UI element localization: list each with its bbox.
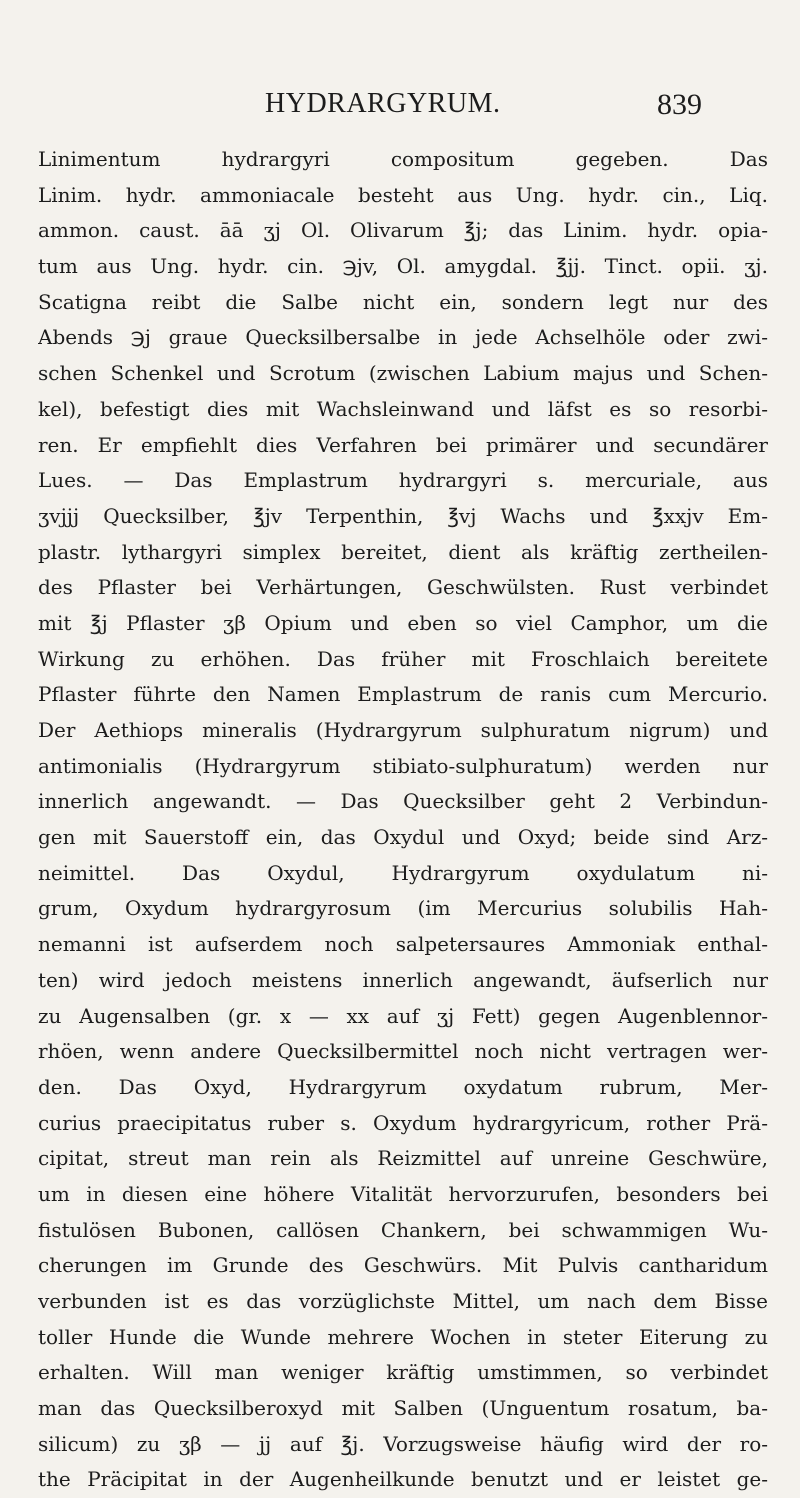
text-line: ammon. caust. āā ʒj Ol. Olivarum ℥j; das Linim. hydr. opia-	[38, 218, 768, 243]
text-line: toller Hunde die Wunde mehrere Wochen in steter Eiterung zu	[38, 1324, 768, 1349]
text-line: grum, Oxydum hydrargyrosum (im Mercurius solubilis Hah-	[38, 896, 768, 921]
text-line: the Präcipitat in der Augenheilkunde benutzt und er leistet ge-	[38, 1467, 768, 1492]
text-line: tum aus Ung. hydr. cin. ℈jv, Ol. amygdal. ℥jj. Tinct. opii. ʒj.	[38, 254, 768, 279]
text-line: erhalten. Will man weniger kräftig umstimmen, so verbindet	[38, 1360, 768, 1385]
text-line: um in diesen eine höhere Vitalität hervorzurufen, besonders bei	[38, 1181, 768, 1206]
text-line: antimonialis (Hydrargyrum stibiato-sulphuratum) werden nur	[38, 753, 768, 778]
text-line: man das Quecksilberoxyd mit Salben (Unguentum rosatum, ba-	[38, 1396, 768, 1421]
text-line: mit ℥j Pflaster ʒβ Opium und eben so viel Camphor, um die	[38, 610, 768, 635]
text-line: ʒvjjj Quecksilber, ℥jv Terpenthin, ℥vj Wachs und ℥xxjv Em-	[38, 503, 768, 528]
text-line: Linimentum hydrargyri compositum gegeben. Das	[38, 147, 768, 171]
text-line: ren. Er empfiehlt dies Verfahren bei primärer und secundärer	[38, 432, 768, 457]
text-line: neimittel. Das Oxydul, Hydrargyrum oxydulatum ni-	[38, 860, 768, 885]
text-line: innerlich angewandt. — Das Quecksilber geht 2 Verbindun-	[38, 789, 768, 814]
text-line: des Pflaster bei Verhärtungen, Geschwülsten. Rust verbindet	[38, 575, 768, 600]
running-title: HYDRARGYRUM.	[265, 88, 501, 119]
text-line: fistulösen Bubonen, callösen Chankern, bei schwammigen Wu-	[38, 1217, 768, 1242]
text-line: silicum) zu ʒβ — jj auf ℥j. Vorzugsweise häufig wird der ro-	[38, 1431, 768, 1456]
text-line: nemanni ist aufserdem noch salpetersaures Ammoniak enthal-	[38, 932, 768, 957]
body-text	[38, 142, 768, 1498]
text-line: gen mit Sauerstoff ein, das Oxydul und Oxyd; beide sind Arz-	[38, 825, 768, 850]
text-line: verbunden ist es das vorzüglichste Mittel, um nach dem Bisse	[38, 1289, 768, 1313]
text-line: schen Schenkel und Scrotum (zwischen Labium majus und Schen-	[38, 361, 768, 386]
text-line: Wirkung zu erhöhen. Das früher mit Froschlaich bereitete	[38, 646, 768, 671]
text-line: plastr. lythargyri simplex bereitet, dient als kräftig zertheilen-	[38, 539, 768, 564]
text-line: rhöen, wenn andere Quecksilbermittel noch nicht vertragen wer-	[38, 1039, 768, 1064]
text-line: cherungen im Grunde des Geschwürs. Mit Pulvis cantharidum	[38, 1253, 768, 1278]
text-line: kel), befestigt dies mit Wachsleinwand und läfst es so resorbi-	[38, 396, 768, 421]
text-line: Lues. — Das Emplastrum hydrargyri s. mercuriale, aus	[38, 468, 768, 493]
text-line: ten) wird jedoch meistens innerlich angewandt, äufserlich nur	[38, 967, 768, 992]
text-line: zu Augensalben (gr. x — xx auf ʒj Fett) gegen Augenblennor-	[38, 1003, 768, 1028]
text-line: Linim. hydr. ammoniacale besteht aus Ung. hydr. cin., Liq.	[38, 182, 768, 207]
text-line: Abends ℈j graue Quecksilbersalbe in jede Achselhöle oder zwi-	[38, 325, 768, 350]
text-line: cipitat, streut man rein als Reizmittel auf unreine Geschwüre,	[38, 1146, 768, 1171]
text-line: Der Aethiops mineralis (Hydrargyrum sulphuratum nigrum) und	[38, 718, 768, 742]
text-line: den. Das Oxyd, Hydrargyrum oxydatum rubrum, Mer-	[38, 1074, 768, 1099]
page-number: 839	[657, 88, 702, 121]
running-head	[0, 88, 800, 128]
text-line: Scatigna reibt die Salbe nicht ein, sondern legt nur des	[38, 289, 768, 314]
text-line: Pflaster führte den Namen Emplastrum de ranis cum Mercurio.	[38, 682, 768, 707]
text-line: curius praecipitatus ruber s. Oxydum hydrargyricum, rother Prä-	[38, 1110, 768, 1135]
